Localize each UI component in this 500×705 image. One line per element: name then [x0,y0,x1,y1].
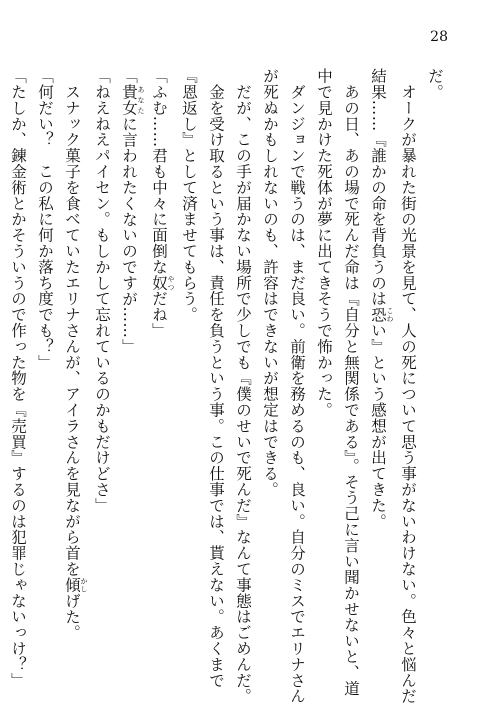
text-line: だが、この手が届かない場所で少しでも『僕のせいで死んだ』なんて事態はごめんだ。 [234,68,252,704]
text-line: 結果……『誰かの命を背負うのは恐 こわい』という感想が出てきた。 [369,68,394,530]
text-line: 「何だい？ この私に何か落ち度でも？」 [36,68,54,371]
text-line: 「ねえねえパイセン。もしかして忘れているのかもだけどさ」 [93,68,111,514]
text-line: オークが暴れた街の光景を見て、人の死について思う事がないわけない。色々と悩んだ [399,68,417,704]
text-line: あの日、あの場で死んだ命は『自分と無関係である』。そう己に言い聞かせないと、道 [342,68,360,697]
text-line: スナック菓子を食べていたエリナさんが、アイラさんを見ながら首を傾 かしげた。 [63,68,88,641]
page-number: 28 [430,29,448,45]
novel-text-body [4,68,448,704]
text-line: 金を受け取るという事は、責任を負うという事。この仕事では、貰えない。あくまで [207,68,225,689]
text-line: だ。 [426,68,444,100]
text-line: 中で見かけた死体が夢に出てきそうで怖かった。 [315,68,333,418]
text-line: 「ふむ……君も中々に面倒な奴 やつだね」 [150,68,175,339]
text-line: 「貴女 あなたに言われたくないのですが……」 [120,68,145,355]
text-line: 『恩返し』として済ませてもらう。 [180,68,198,323]
text-line: ダンジョンで戦うのは、まだ良い。前衛を務めるのも、良い。自分のミスでエリナさん [288,68,306,704]
text-line: が死ぬかもしれないのも、許容はできないが想定はできる。 [261,68,279,498]
text-line: 「たしか、錬金術とかそういうので作った物を『売買』するのは犯罪じゃないっけ？」 [9,68,27,689]
